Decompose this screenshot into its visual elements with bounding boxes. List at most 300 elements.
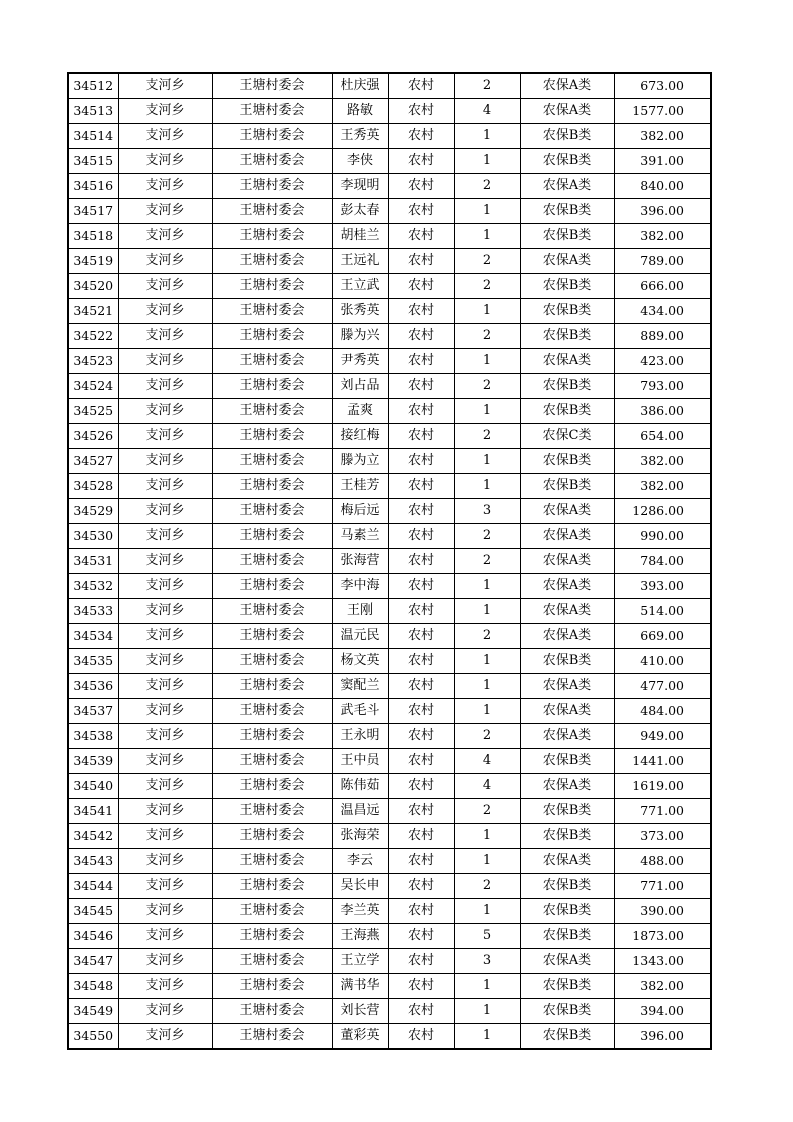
amount-cell: 789.00 xyxy=(614,249,711,274)
category-cell: 农保A类 xyxy=(520,724,614,749)
amount-cell: 391.00 xyxy=(614,149,711,174)
name-cell: 王立武 xyxy=(332,274,388,299)
village-committee-cell: 王塘村委会 xyxy=(212,699,332,724)
row-id-cell: 34532 xyxy=(68,574,118,599)
row-id-cell: 34544 xyxy=(68,874,118,899)
name-cell: 滕为兴 xyxy=(332,324,388,349)
village-committee-cell: 王塘村委会 xyxy=(212,999,332,1024)
household-count-cell: 2 xyxy=(454,724,520,749)
name-cell: 王远礼 xyxy=(332,249,388,274)
table-row xyxy=(68,824,711,849)
category-cell: 农保A类 xyxy=(520,73,614,99)
household-count-cell: 1 xyxy=(454,224,520,249)
household-count-cell: 2 xyxy=(454,549,520,574)
household-count-cell: 2 xyxy=(454,624,520,649)
name-cell: 李现明 xyxy=(332,174,388,199)
residence-type-cell: 农村 xyxy=(388,99,454,124)
residence-type-cell: 农村 xyxy=(388,599,454,624)
amount-cell: 382.00 xyxy=(614,974,711,999)
row-id-cell: 34528 xyxy=(68,474,118,499)
household-count-cell: 4 xyxy=(454,774,520,799)
table-row xyxy=(68,124,711,149)
row-id-cell: 34523 xyxy=(68,349,118,374)
township-cell: 支河乡 xyxy=(118,574,212,599)
category-cell: 农保A类 xyxy=(520,949,614,974)
name-cell: 温元民 xyxy=(332,624,388,649)
name-cell: 孟爽 xyxy=(332,399,388,424)
table-row xyxy=(68,849,711,874)
amount-cell: 673.00 xyxy=(614,73,711,99)
row-id-cell: 34535 xyxy=(68,649,118,674)
table-row xyxy=(68,649,711,674)
household-count-cell: 1 xyxy=(454,574,520,599)
village-committee-cell: 王塘村委会 xyxy=(212,974,332,999)
category-cell: 农保B类 xyxy=(520,199,614,224)
village-committee-cell: 王塘村委会 xyxy=(212,274,332,299)
residence-type-cell: 农村 xyxy=(388,724,454,749)
township-cell: 支河乡 xyxy=(118,249,212,274)
township-cell: 支河乡 xyxy=(118,874,212,899)
amount-cell: 840.00 xyxy=(614,174,711,199)
residence-type-cell: 农村 xyxy=(388,124,454,149)
residence-type-cell: 农村 xyxy=(388,324,454,349)
table-row xyxy=(68,524,711,549)
residence-type-cell: 农村 xyxy=(388,549,454,574)
village-committee-cell: 王塘村委会 xyxy=(212,549,332,574)
household-count-cell: 1 xyxy=(454,399,520,424)
table-row xyxy=(68,999,711,1024)
residence-type-cell: 农村 xyxy=(388,899,454,924)
village-committee-cell: 王塘村委会 xyxy=(212,624,332,649)
name-cell: 马素兰 xyxy=(332,524,388,549)
village-committee-cell: 王塘村委会 xyxy=(212,99,332,124)
amount-cell: 382.00 xyxy=(614,474,711,499)
category-cell: 农保B类 xyxy=(520,224,614,249)
category-cell: 农保B类 xyxy=(520,899,614,924)
row-id-cell: 34547 xyxy=(68,949,118,974)
amount-cell: 889.00 xyxy=(614,324,711,349)
row-id-cell: 34527 xyxy=(68,449,118,474)
row-id-cell: 34533 xyxy=(68,599,118,624)
residence-type-cell: 农村 xyxy=(388,999,454,1024)
household-count-cell: 2 xyxy=(454,324,520,349)
table-row xyxy=(68,774,711,799)
table-row xyxy=(68,474,711,499)
household-count-cell: 1 xyxy=(454,699,520,724)
row-id-cell: 34549 xyxy=(68,999,118,1024)
household-count-cell: 1 xyxy=(454,649,520,674)
township-cell: 支河乡 xyxy=(118,849,212,874)
household-count-cell: 1 xyxy=(454,899,520,924)
row-id-cell: 34526 xyxy=(68,424,118,449)
name-cell: 彭太春 xyxy=(332,199,388,224)
category-cell: 农保A类 xyxy=(520,549,614,574)
township-cell: 支河乡 xyxy=(118,149,212,174)
township-cell: 支河乡 xyxy=(118,399,212,424)
ledger-body xyxy=(68,73,711,1049)
township-cell: 支河乡 xyxy=(118,649,212,674)
household-count-cell: 1 xyxy=(454,1024,520,1050)
township-cell: 支河乡 xyxy=(118,224,212,249)
township-cell: 支河乡 xyxy=(118,799,212,824)
amount-cell: 394.00 xyxy=(614,999,711,1024)
residence-type-cell: 农村 xyxy=(388,224,454,249)
township-cell: 支河乡 xyxy=(118,749,212,774)
row-id-cell: 34543 xyxy=(68,849,118,874)
category-cell: 农保A类 xyxy=(520,349,614,374)
name-cell: 吴长申 xyxy=(332,874,388,899)
category-cell: 农保A类 xyxy=(520,574,614,599)
category-cell: 农保C类 xyxy=(520,424,614,449)
category-cell: 农保B类 xyxy=(520,399,614,424)
household-count-cell: 1 xyxy=(454,974,520,999)
village-committee-cell: 王塘村委会 xyxy=(212,924,332,949)
row-id-cell: 34539 xyxy=(68,749,118,774)
village-committee-cell: 王塘村委会 xyxy=(212,824,332,849)
category-cell: 农保B类 xyxy=(520,124,614,149)
name-cell: 董彩英 xyxy=(332,1024,388,1050)
category-cell: 农保A类 xyxy=(520,524,614,549)
household-count-cell: 2 xyxy=(454,249,520,274)
table-row xyxy=(68,199,711,224)
amount-cell: 423.00 xyxy=(614,349,711,374)
residence-type-cell: 农村 xyxy=(388,299,454,324)
name-cell: 刘长营 xyxy=(332,999,388,1024)
village-committee-cell: 王塘村委会 xyxy=(212,899,332,924)
household-count-cell: 2 xyxy=(454,374,520,399)
township-cell: 支河乡 xyxy=(118,949,212,974)
residence-type-cell: 农村 xyxy=(388,649,454,674)
residence-type-cell: 农村 xyxy=(388,424,454,449)
township-cell: 支河乡 xyxy=(118,524,212,549)
name-cell: 王海燕 xyxy=(332,924,388,949)
amount-cell: 669.00 xyxy=(614,624,711,649)
township-cell: 支河乡 xyxy=(118,424,212,449)
table-row xyxy=(68,73,711,99)
amount-cell: 396.00 xyxy=(614,199,711,224)
township-cell: 支河乡 xyxy=(118,499,212,524)
household-count-cell: 1 xyxy=(454,849,520,874)
row-id-cell: 34530 xyxy=(68,524,118,549)
category-cell: 农保B类 xyxy=(520,874,614,899)
residence-type-cell: 农村 xyxy=(388,249,454,274)
table-row xyxy=(68,174,711,199)
village-committee-cell: 王塘村委会 xyxy=(212,324,332,349)
village-committee-cell: 王塘村委会 xyxy=(212,299,332,324)
amount-cell: 410.00 xyxy=(614,649,711,674)
row-id-cell: 34516 xyxy=(68,174,118,199)
village-committee-cell: 王塘村委会 xyxy=(212,949,332,974)
name-cell: 武毛斗 xyxy=(332,699,388,724)
residence-type-cell: 农村 xyxy=(388,849,454,874)
table-row xyxy=(68,574,711,599)
village-committee-cell: 王塘村委会 xyxy=(212,149,332,174)
village-committee-cell: 王塘村委会 xyxy=(212,374,332,399)
amount-cell: 771.00 xyxy=(614,874,711,899)
category-cell: 农保B类 xyxy=(520,749,614,774)
table-row xyxy=(68,674,711,699)
village-committee-cell: 王塘村委会 xyxy=(212,724,332,749)
amount-cell: 477.00 xyxy=(614,674,711,699)
amount-cell: 393.00 xyxy=(614,574,711,599)
household-count-cell: 1 xyxy=(454,599,520,624)
household-count-cell: 2 xyxy=(454,874,520,899)
row-id-cell: 34520 xyxy=(68,274,118,299)
amount-cell: 1619.00 xyxy=(614,774,711,799)
household-count-cell: 2 xyxy=(454,274,520,299)
village-committee-cell: 王塘村委会 xyxy=(212,1024,332,1050)
household-count-cell: 4 xyxy=(454,749,520,774)
household-count-cell: 1 xyxy=(454,824,520,849)
village-committee-cell: 王塘村委会 xyxy=(212,649,332,674)
table-row xyxy=(68,974,711,999)
name-cell: 王秀英 xyxy=(332,124,388,149)
category-cell: 农保A类 xyxy=(520,249,614,274)
village-committee-cell: 王塘村委会 xyxy=(212,799,332,824)
village-committee-cell: 王塘村委会 xyxy=(212,73,332,99)
household-count-cell: 2 xyxy=(454,799,520,824)
village-committee-cell: 王塘村委会 xyxy=(212,424,332,449)
name-cell: 王中员 xyxy=(332,749,388,774)
table-row xyxy=(68,799,711,824)
township-cell: 支河乡 xyxy=(118,999,212,1024)
name-cell: 刘占品 xyxy=(332,374,388,399)
township-cell: 支河乡 xyxy=(118,299,212,324)
row-id-cell: 34545 xyxy=(68,899,118,924)
household-count-cell: 1 xyxy=(454,149,520,174)
row-id-cell: 34514 xyxy=(68,124,118,149)
amount-cell: 484.00 xyxy=(614,699,711,724)
category-cell: 农保B类 xyxy=(520,449,614,474)
row-id-cell: 34541 xyxy=(68,799,118,824)
township-cell: 支河乡 xyxy=(118,324,212,349)
village-committee-cell: 王塘村委会 xyxy=(212,524,332,549)
name-cell: 接红梅 xyxy=(332,424,388,449)
village-committee-cell: 王塘村委会 xyxy=(212,674,332,699)
amount-cell: 771.00 xyxy=(614,799,711,824)
residence-type-cell: 农村 xyxy=(388,449,454,474)
residence-type-cell: 农村 xyxy=(388,924,454,949)
table-row xyxy=(68,349,711,374)
residence-type-cell: 农村 xyxy=(388,374,454,399)
category-cell: 农保B类 xyxy=(520,274,614,299)
name-cell: 李兰英 xyxy=(332,899,388,924)
table-row xyxy=(68,924,711,949)
household-count-cell: 1 xyxy=(454,999,520,1024)
township-cell: 支河乡 xyxy=(118,674,212,699)
row-id-cell: 34540 xyxy=(68,774,118,799)
table-row xyxy=(68,624,711,649)
name-cell: 窦配兰 xyxy=(332,674,388,699)
village-committee-cell: 王塘村委会 xyxy=(212,199,332,224)
category-cell: 农保A类 xyxy=(520,699,614,724)
household-count-cell: 4 xyxy=(454,99,520,124)
name-cell: 李侠 xyxy=(332,149,388,174)
residence-type-cell: 农村 xyxy=(388,699,454,724)
residence-type-cell: 农村 xyxy=(388,73,454,99)
amount-cell: 514.00 xyxy=(614,599,711,624)
residence-type-cell: 农村 xyxy=(388,149,454,174)
table-row xyxy=(68,99,711,124)
household-count-cell: 1 xyxy=(454,299,520,324)
amount-cell: 382.00 xyxy=(614,124,711,149)
township-cell: 支河乡 xyxy=(118,374,212,399)
table-row xyxy=(68,1024,711,1050)
name-cell: 张秀英 xyxy=(332,299,388,324)
village-committee-cell: 王塘村委会 xyxy=(212,224,332,249)
table-row xyxy=(68,224,711,249)
category-cell: 农保B类 xyxy=(520,1024,614,1050)
village-committee-cell: 王塘村委会 xyxy=(212,599,332,624)
amount-cell: 1873.00 xyxy=(614,924,711,949)
category-cell: 农保B类 xyxy=(520,649,614,674)
amount-cell: 990.00 xyxy=(614,524,711,549)
household-count-cell: 1 xyxy=(454,349,520,374)
row-id-cell: 34513 xyxy=(68,99,118,124)
category-cell: 农保B类 xyxy=(520,999,614,1024)
category-cell: 农保B类 xyxy=(520,924,614,949)
category-cell: 农保A类 xyxy=(520,674,614,699)
row-id-cell: 34521 xyxy=(68,299,118,324)
township-cell: 支河乡 xyxy=(118,699,212,724)
village-committee-cell: 王塘村委会 xyxy=(212,124,332,149)
township-cell: 支河乡 xyxy=(118,349,212,374)
residence-type-cell: 农村 xyxy=(388,749,454,774)
table-row xyxy=(68,699,711,724)
table-row xyxy=(68,949,711,974)
table-row xyxy=(68,724,711,749)
row-id-cell: 34537 xyxy=(68,699,118,724)
residence-type-cell: 农村 xyxy=(388,349,454,374)
row-id-cell: 34522 xyxy=(68,324,118,349)
village-committee-cell: 王塘村委会 xyxy=(212,249,332,274)
name-cell: 胡桂兰 xyxy=(332,224,388,249)
amount-cell: 784.00 xyxy=(614,549,711,574)
name-cell: 张海营 xyxy=(332,549,388,574)
amount-cell: 373.00 xyxy=(614,824,711,849)
village-committee-cell: 王塘村委会 xyxy=(212,474,332,499)
table-row xyxy=(68,899,711,924)
amount-cell: 949.00 xyxy=(614,724,711,749)
row-id-cell: 34519 xyxy=(68,249,118,274)
amount-cell: 793.00 xyxy=(614,374,711,399)
name-cell: 王桂芳 xyxy=(332,474,388,499)
category-cell: 农保B类 xyxy=(520,974,614,999)
row-id-cell: 34512 xyxy=(68,73,118,99)
category-cell: 农保B类 xyxy=(520,324,614,349)
township-cell: 支河乡 xyxy=(118,449,212,474)
category-cell: 农保B类 xyxy=(520,824,614,849)
name-cell: 梅后远 xyxy=(332,499,388,524)
row-id-cell: 34548 xyxy=(68,974,118,999)
household-count-cell: 2 xyxy=(454,174,520,199)
township-cell: 支河乡 xyxy=(118,199,212,224)
category-cell: 农保B类 xyxy=(520,374,614,399)
residence-type-cell: 农村 xyxy=(388,499,454,524)
township-cell: 支河乡 xyxy=(118,599,212,624)
village-committee-cell: 王塘村委会 xyxy=(212,749,332,774)
table-row xyxy=(68,299,711,324)
residence-type-cell: 农村 xyxy=(388,474,454,499)
name-cell: 李中海 xyxy=(332,574,388,599)
category-cell: 农保B类 xyxy=(520,149,614,174)
household-count-cell: 1 xyxy=(454,474,520,499)
table-row xyxy=(68,324,711,349)
township-cell: 支河乡 xyxy=(118,174,212,199)
residence-type-cell: 农村 xyxy=(388,799,454,824)
household-count-cell: 1 xyxy=(454,199,520,224)
amount-cell: 654.00 xyxy=(614,424,711,449)
amount-cell: 666.00 xyxy=(614,274,711,299)
household-count-cell: 2 xyxy=(454,73,520,99)
name-cell: 陈伟茹 xyxy=(332,774,388,799)
amount-cell: 390.00 xyxy=(614,899,711,924)
category-cell: 农保B类 xyxy=(520,799,614,824)
category-cell: 农保A类 xyxy=(520,99,614,124)
residence-type-cell: 农村 xyxy=(388,524,454,549)
residence-type-cell: 农村 xyxy=(388,874,454,899)
row-id-cell: 34550 xyxy=(68,1024,118,1050)
township-cell: 支河乡 xyxy=(118,974,212,999)
amount-cell: 488.00 xyxy=(614,849,711,874)
subsidy-ledger-table xyxy=(67,72,712,1050)
name-cell: 滕为立 xyxy=(332,449,388,474)
household-count-cell: 2 xyxy=(454,424,520,449)
table-row xyxy=(68,449,711,474)
household-count-cell: 1 xyxy=(454,449,520,474)
village-committee-cell: 王塘村委会 xyxy=(212,349,332,374)
category-cell: 农保A类 xyxy=(520,849,614,874)
table-row xyxy=(68,874,711,899)
name-cell: 路敏 xyxy=(332,99,388,124)
row-id-cell: 34518 xyxy=(68,224,118,249)
table-row xyxy=(68,149,711,174)
name-cell: 王刚 xyxy=(332,599,388,624)
category-cell: 农保A类 xyxy=(520,499,614,524)
row-id-cell: 34546 xyxy=(68,924,118,949)
township-cell: 支河乡 xyxy=(118,73,212,99)
township-cell: 支河乡 xyxy=(118,1024,212,1050)
amount-cell: 386.00 xyxy=(614,399,711,424)
household-count-cell: 3 xyxy=(454,949,520,974)
village-committee-cell: 王塘村委会 xyxy=(212,774,332,799)
amount-cell: 396.00 xyxy=(614,1024,711,1050)
township-cell: 支河乡 xyxy=(118,924,212,949)
name-cell: 杨文英 xyxy=(332,649,388,674)
category-cell: 农保A类 xyxy=(520,599,614,624)
township-cell: 支河乡 xyxy=(118,99,212,124)
township-cell: 支河乡 xyxy=(118,824,212,849)
residence-type-cell: 农村 xyxy=(388,774,454,799)
name-cell: 王永明 xyxy=(332,724,388,749)
village-committee-cell: 王塘村委会 xyxy=(212,174,332,199)
row-id-cell: 34515 xyxy=(68,149,118,174)
amount-cell: 1441.00 xyxy=(614,749,711,774)
village-committee-cell: 王塘村委会 xyxy=(212,399,332,424)
table-row xyxy=(68,499,711,524)
category-cell: 农保A类 xyxy=(520,624,614,649)
row-id-cell: 34538 xyxy=(68,724,118,749)
table-row xyxy=(68,274,711,299)
village-committee-cell: 王塘村委会 xyxy=(212,499,332,524)
name-cell: 王立学 xyxy=(332,949,388,974)
table-row xyxy=(68,599,711,624)
village-committee-cell: 王塘村委会 xyxy=(212,874,332,899)
village-committee-cell: 王塘村委会 xyxy=(212,449,332,474)
township-cell: 支河乡 xyxy=(118,899,212,924)
row-id-cell: 34517 xyxy=(68,199,118,224)
township-cell: 支河乡 xyxy=(118,549,212,574)
